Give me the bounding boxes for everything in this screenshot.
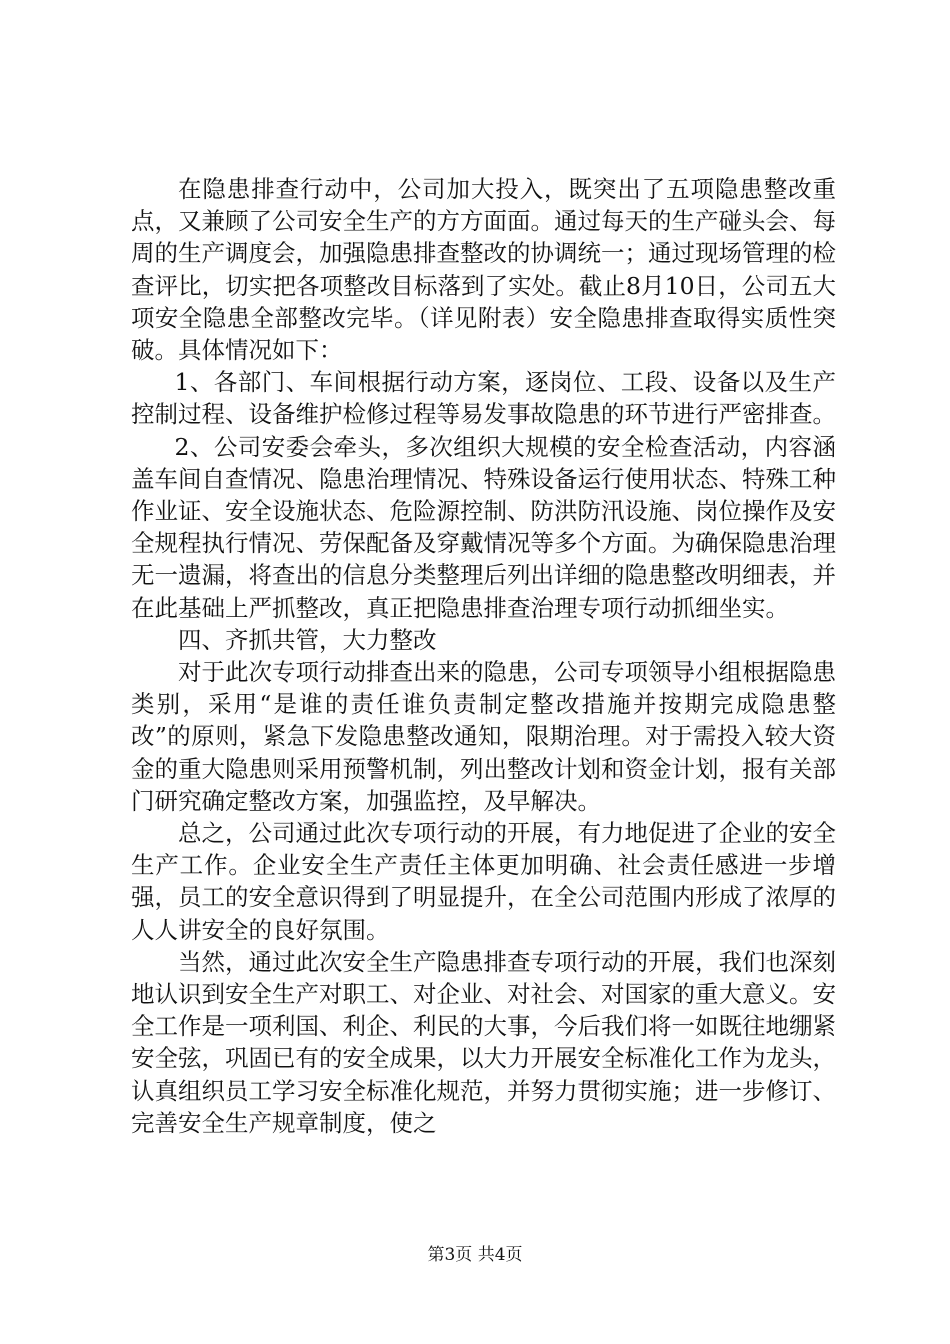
- paragraph-rectification: 对于此次专项行动排查出来的隐患，公司专项领导小组根据隐患类别，采用“是谁的责任谁负责制定整改措施并按期完成隐患整改”的原则，紧急下发隐患整改通知，限期治理。对于需投入较大资金的重大隐患则采用预警机制，列出整改计划和资金计划，报有关部门研究确定整改方案，加强监控，及早解决。: [131, 658, 836, 815]
- section-heading-4: 四、齐抓共管，大力整改: [178, 625, 437, 654]
- paragraph-summary: 总之，公司通过此次专项行动的开展，有力地促进了企业的安全生产工作。企业安全生产责任主体更加明确、社会责任感进一步增强，员工的安全意识得到了明显提升，在全公司范围内形成了浓厚的人人讲安全的良好氛围。: [131, 819, 836, 944]
- document-body: [131, 173, 836, 1139]
- paragraph-hazard-investigation: 在隐患排查行动中，公司加大投入，既突出了五项隐患整改重点，又兼顾了公司安全生产的方方面面。通过每天的生产碰头会、每周的生产调度会，加强隐患排查整改的协调统一；通过现场管理的检查评比，切实把各项整改目标落到了实处。截止8月10日，公司五大项安全隐患全部整改完毕。（详见附表）安全隐患排查取得实质性突破。具体情况如下：: [131, 175, 836, 365]
- paragraph-outlook: 当然，通过此次安全生产隐患排查专项行动的开展，我们也深刻地认识到安全生产对职工、对企业、对社会、对国家的重大意义。安全工作是一项利国、利企、利民的大事，今后我们将一如既往地绷紧安全弦，巩固已有的安全成果，以大力开展安全标准化工作为龙头，认真组织员工学习安全标准化规范，并努力贯彻实施；进一步修订、完善安全生产规章制度，使之: [131, 947, 836, 1137]
- paragraph-item-2: 2、公司安委会牵头，多次组织大规模的安全检查活动，内容涵盖车间自查情况、隐患治理情况、特殊设备运行使用状态、特殊工种作业证、安全设施状态、危险源控制、防洪防汛设施、岗位操作及安全规程执行情况、劳保配备及穿戴情况等多个方面。为确保隐患治理无一遗漏，将查出的信息分类整理后列出详细的隐患整改明细表，并在此基础上严抓整改，真正把隐患排查治理专项行动抓细坐实。: [131, 432, 836, 622]
- paragraph-item-1: 1、各部门、车间根据行动方案，逐岗位、工段、设备以及生产控制过程、设备维护检修过程等易发事故隐患的环节进行严密排查。: [131, 368, 836, 429]
- page-footer: 第3页 共4页: [427, 1245, 523, 1265]
